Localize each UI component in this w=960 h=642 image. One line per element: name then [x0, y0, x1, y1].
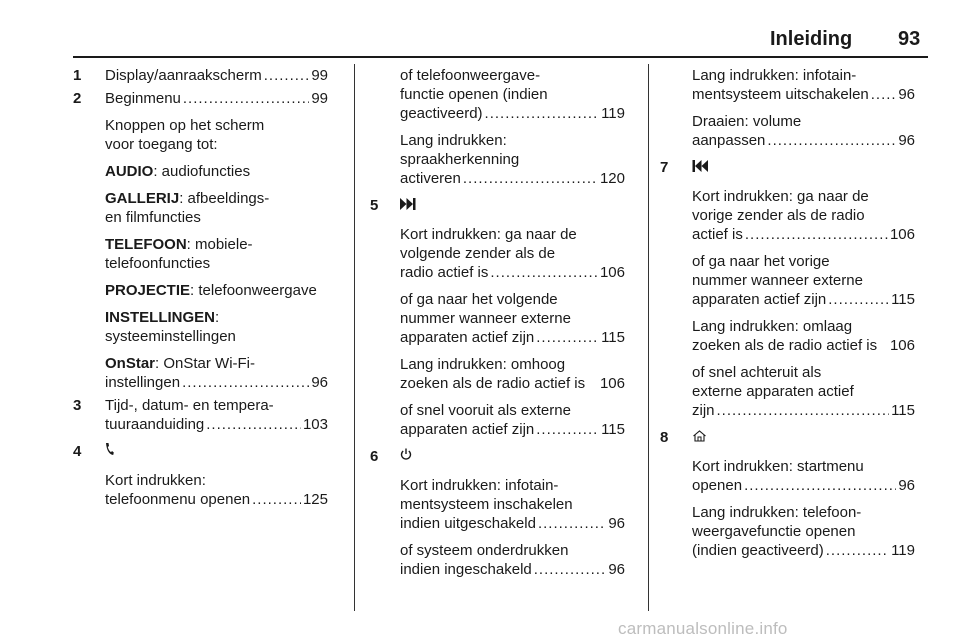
- paragraph: Kort indrukken: telefoonmenu openen ..... 125: [73, 471, 328, 509]
- paragraph: Knoppen op het scherm voor toegang tot:: [105, 117, 265, 153]
- page-ref[interactable]: 115: [601, 421, 625, 438]
- item-6: [370, 447, 625, 466]
- item-number: 7: [660, 159, 669, 176]
- page-ref[interactable]: 119: [891, 542, 915, 559]
- page-ref[interactable]: 96: [311, 374, 328, 391]
- next-track-icon: [400, 196, 416, 215]
- paragraph: of telefoonweergave- functie openen (indien geactiveerd) ..... 119: [370, 66, 625, 123]
- paragraph-onstar: OnStar: OnStar Wi-Fi- instellingen ..... 96: [73, 354, 328, 392]
- page-number: 93: [898, 28, 921, 50]
- paragraph: Kort indrukken: infotain- mentsysteem inschakelen indien uitgeschakeld ..... 96: [370, 476, 625, 533]
- item-text: Display/aanraakscherm: [105, 67, 262, 84]
- page-ref[interactable]: 115: [891, 291, 915, 308]
- column-1: [73, 66, 328, 517]
- item-5: [370, 196, 625, 215]
- paragraph: of snel achteruit als externe apparaten actief zijn ..... 115: [660, 363, 915, 420]
- page-ref[interactable]: 99: [311, 90, 328, 107]
- paragraph: Draaien: volume aanpassen ..... 96: [660, 112, 915, 150]
- page-ref[interactable]: 96: [608, 561, 625, 578]
- previous-track-icon: [692, 158, 708, 177]
- watermark: carmanualsonline.info: [618, 619, 788, 638]
- page-ref[interactable]: 115: [891, 402, 915, 419]
- paragraph-projectie: PROJECTIE: telefoonweergave: [105, 282, 317, 299]
- column-3: [660, 66, 915, 568]
- page-ref[interactable]: 120: [599, 170, 625, 187]
- item-number: 2: [73, 90, 82, 107]
- paragraph: Kort indrukken: startmenu openen ..... 96: [660, 457, 915, 495]
- paragraph: Lang indrukken: omhoog zoeken als de radio actief is 106: [400, 356, 625, 392]
- item-3: 3 Tijd-, datum- en tempera- tuuraanduiding ..... 103: [73, 396, 328, 434]
- paragraph: Kort indrukken: ga naar de vorige zender als de radio actief is ..... 106: [660, 187, 915, 244]
- page-ref[interactable]: 99: [311, 67, 328, 84]
- section-title: Inleiding: [770, 28, 853, 50]
- item-number: 6: [370, 448, 379, 465]
- item-8: [660, 428, 915, 447]
- item-text: Beginmenu: [105, 90, 181, 107]
- item-2: [73, 89, 328, 108]
- column-divider-1: [354, 64, 355, 611]
- column-2: [370, 66, 625, 587]
- paragraph: Lang indrukken: telefoon- weergavefunctie openen (indien geactiveerd) ..... 119: [660, 503, 915, 560]
- page-ref[interactable]: 119: [601, 105, 625, 122]
- paragraph: Lang indrukken: spraakherkenning activeren ..... 120: [370, 131, 625, 188]
- header-rule: [73, 56, 928, 58]
- item-number: 4: [73, 443, 82, 460]
- item-4: [73, 442, 328, 461]
- page-ref[interactable]: 115: [601, 329, 625, 346]
- item-number: 1: [73, 67, 82, 84]
- page-ref[interactable]: 96: [898, 132, 915, 149]
- page-ref[interactable]: 96: [608, 515, 625, 532]
- column-divider-2: [648, 64, 649, 611]
- paragraph: Lang indrukken: omlaag zoeken als de radio actief is 106: [692, 318, 915, 354]
- item-number: 5: [370, 197, 379, 214]
- page-ref[interactable]: 103: [302, 416, 328, 433]
- paragraph-gallerij: GALLERIJ: afbeeldings- en filmfuncties: [105, 190, 270, 226]
- paragraph-telefoon: TELEFOON: mobiele- telefoonfuncties: [105, 236, 253, 272]
- paragraph-instellingen: INSTELLINGEN: systeeminstellingen: [105, 309, 236, 345]
- paragraph: of ga naar het volgende nummer wanneer externe apparaten actief zijn ..... 115: [370, 290, 625, 347]
- power-icon: [400, 447, 412, 466]
- paragraph-audio: AUDIO: audiofuncties: [105, 163, 251, 180]
- page-ref[interactable]: 106: [889, 337, 915, 354]
- item-number: 8: [660, 429, 669, 446]
- page-ref[interactable]: 125: [302, 491, 328, 508]
- page-ref[interactable]: 106: [889, 226, 915, 243]
- page-ref[interactable]: 106: [599, 264, 625, 281]
- item-1: [73, 66, 328, 85]
- paragraph: Lang indrukken: infotain- mentsysteem uitschakelen ..... 96: [660, 66, 915, 104]
- phone-icon: [105, 442, 114, 461]
- paragraph: of ga naar het vorige nummer wanneer externe apparaten actief zijn ..... 115: [660, 252, 915, 309]
- home-icon: [692, 428, 707, 447]
- paragraph: of systeem onderdrukken indien ingeschakeld ..... 96: [370, 541, 625, 579]
- paragraph: of snel vooruit als externe apparaten actief zijn ..... 115: [370, 401, 625, 439]
- page-ref[interactable]: 96: [898, 86, 915, 103]
- item-7: [660, 158, 915, 177]
- paragraph: Kort indrukken: ga naar de volgende zender als de radio actief is ..... 106: [370, 225, 625, 282]
- page-ref[interactable]: 106: [599, 375, 625, 392]
- item-number: 3: [73, 397, 82, 414]
- page-ref[interactable]: 96: [898, 477, 915, 494]
